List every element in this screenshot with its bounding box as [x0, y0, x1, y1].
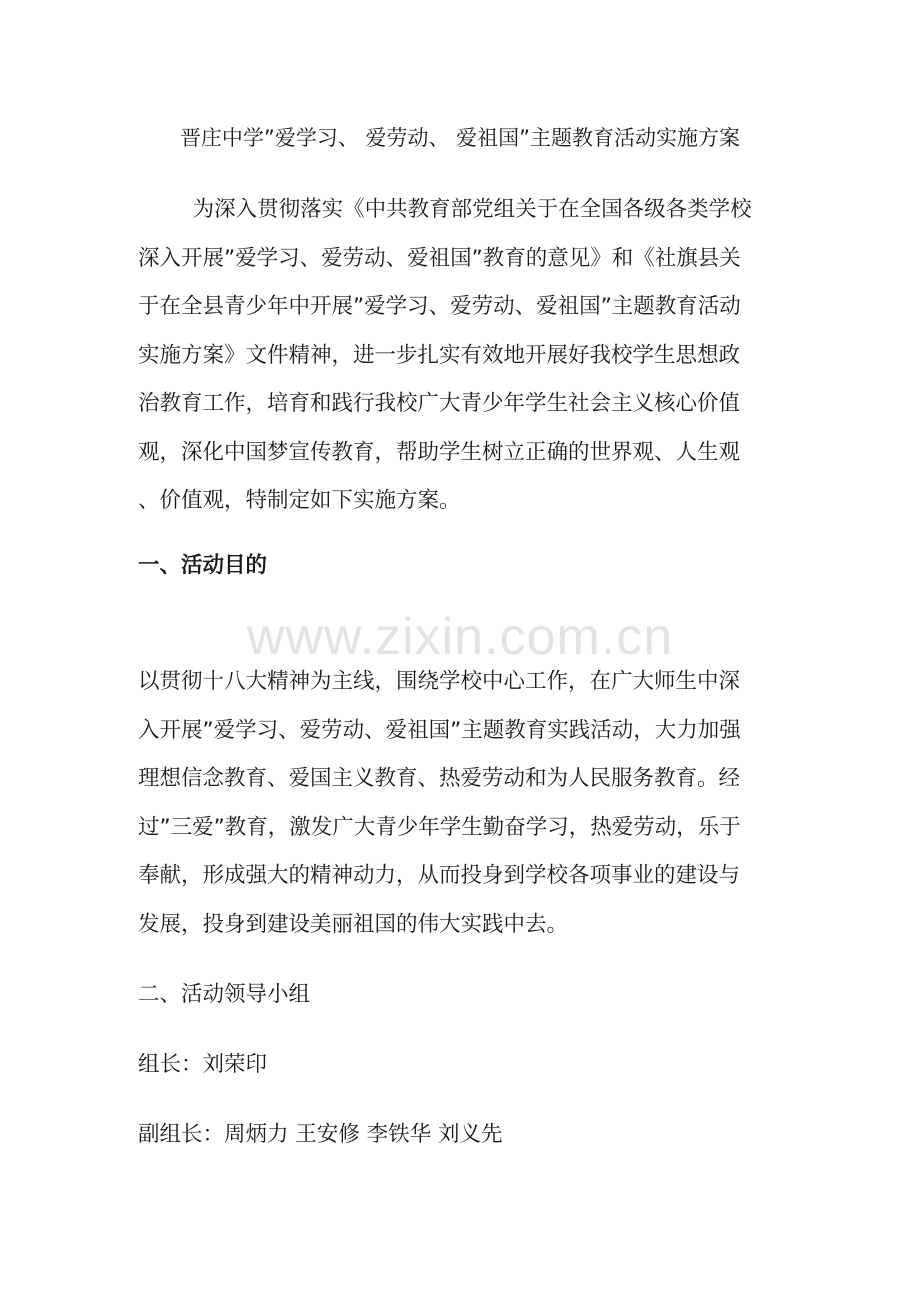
paragraph-line: 奉献，形成强大的精神动力，从而投身到学校各项事业的建设与 [138, 863, 741, 888]
paragraph-line: 、价值观，特制定如下实施方案。 [138, 488, 461, 513]
intro-paragraph [138, 186, 778, 526]
paragraph-line: 深入开展”爱学习、爱劳动、爱祖国”教育的意见》和《社旗县关 [138, 245, 741, 271]
section-heading-leadership: 二、活动领导小组 [138, 982, 311, 1007]
document-title: 晋庄中学”爱学习、 爱劳动、 爱祖国”主题教育活动实施方案 [179, 126, 741, 150]
paragraph-line: 为深入贯彻落实《中共教育部党组关于在全国各级各类学校 [138, 197, 752, 222]
paragraph-line: 以贯彻十八大精神为主线，围绕学校中心工作，在广大师生中深 [138, 669, 741, 694]
section-heading-purpose: 一、活动目的 [138, 553, 268, 578]
group-leader: 组长：刘荣印 [138, 1052, 268, 1077]
paragraph-line: 于在全县青少年中开展”爱学习、爱劳动、爱祖国”主题教育活动 [138, 294, 741, 319]
paragraph-line: 发展，投身到建设美丽祖国的伟大实践中去。 [138, 911, 569, 937]
deputy-leaders: 副组长：周炳力 王安修 李铁华 刘义先 [138, 1122, 503, 1147]
purpose-paragraph [138, 658, 778, 949]
paragraph-line: 实施方案》文件精神，进一步扎实有效地开展好我校学生思想政 [138, 342, 741, 368]
watermark: www.zixin.com.cn [246, 608, 674, 666]
paragraph-line: 治教育工作，培育和践行我校广大青少年学生社会主义核心价值 [138, 391, 741, 416]
paragraph-line: 入开展”爱学习、爱劳动、爱祖国”主题教育实践活动，大力加强 [138, 717, 741, 743]
paragraph-line: 过”三爱”教育，激发广大青少年学生勤奋学习，热爱劳动，乐于 [138, 814, 741, 840]
paragraph-line: 理想信念教育、爱国主义教育、热爱劳动和为人民服务教育。经 [138, 766, 741, 791]
paragraph-line: 观，深化中国梦宣传教育，帮助学生树立正确的世界观、人生观 [138, 439, 741, 465]
